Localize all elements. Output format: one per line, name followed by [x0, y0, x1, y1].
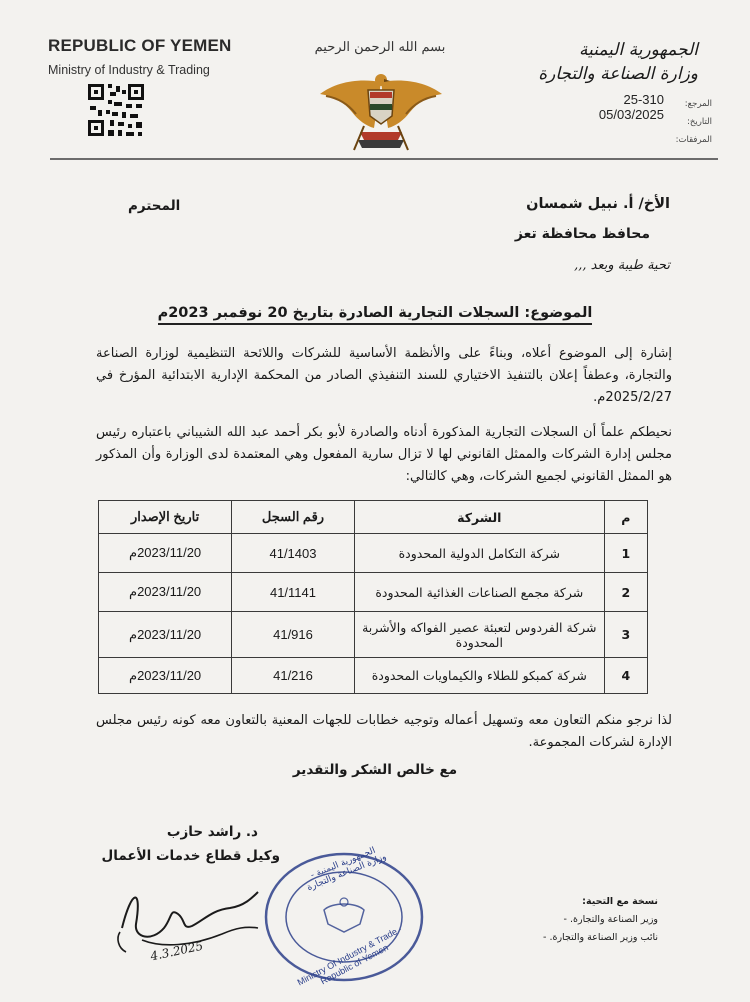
date-label: التاريخ: [687, 117, 712, 127]
body-paragraph-3: لذا نرجو منكم التعاون معه وتسهيل أعماله وتوجيه خطابات للجهات المعنية بالتعاون معه كونه رئيس مجلس الإدارة لشركات المجموعة. [96, 713, 672, 750]
attachments-label: المرفقات: [675, 135, 712, 145]
recipient-honorific: المحترم [128, 198, 181, 214]
stamp-text-ar: الجمهورية اليمنية - وزارة الصناعة والتجارة [305, 845, 388, 894]
signature-date: 4.3.2025 [149, 938, 205, 964]
table-row [99, 612, 648, 658]
cell-issue-date: 2023/11/20م [99, 612, 232, 658]
recipient-title: محافظ محافظة تعز [514, 226, 650, 242]
col-header-no: م [604, 501, 647, 534]
body-paragraph-2: نحيطكم علماً أن السجلات التجارية المذكورة أدناه والصادرة لأبو بكر أحمد عبد الله الشيباني باعتباره رئيس مجلس إدارة الشركات والممثل القانوني لها لا تزال سارية المفعول وهي المعتمدة لدى الوزارة وأن المذكور هو الممثل القانوني لجميع الشركات، وهي كالتالي: [96, 425, 672, 484]
cell-issue-date: 2023/11/20م [99, 534, 232, 573]
cc-item: نائب وزير الصناعة والتجارة. - [543, 932, 658, 943]
cell-no: 1 [604, 534, 647, 573]
ministry-name-ar: وزارة الصناعة والتجارة [538, 64, 698, 84]
qr-code-icon [86, 82, 146, 138]
cell-company: شركة كمبكو للطلاء والكيماويات المحدودة [354, 658, 604, 694]
cc-item-text: نائب وزير الصناعة والتجارة. [549, 932, 658, 943]
table-row [99, 658, 648, 694]
registrations-table [98, 500, 648, 694]
cc-heading: نسخة مع التحية: [582, 896, 658, 907]
table-row [99, 534, 648, 573]
subject-text: السجلات التجارية الصادرة بتاريخ 20 نوفمبر 2023م [157, 305, 520, 321]
cc-item-text: وزير الصناعة والتجارة. [570, 914, 658, 925]
signatory-title: وكيل قطاع خدمات الأعمال [101, 848, 280, 864]
reference-label: المرجع: [684, 99, 712, 109]
col-header-company: الشركة [354, 501, 604, 534]
cell-reg-no: 41/916 [232, 612, 355, 658]
cell-reg-no: 41/216 [232, 658, 355, 694]
country-name-en: REPUBLIC OF YEMEN [48, 36, 232, 55]
closing-line: مع خالص الشكر والتقدير [292, 762, 458, 778]
reference-number: 25-310 [623, 92, 664, 107]
cell-company: شركة مجمع الصناعات الغذائية المحدودة [354, 573, 604, 612]
cell-company: شركة الفردوس لتعبئة عصير الفواكه والأشربة المحدودة [354, 612, 604, 658]
cell-no: 3 [604, 612, 647, 658]
recipient-name: الأخ/ أ. نبيل شمسان [526, 196, 670, 212]
cell-no: 2 [604, 573, 647, 612]
country-name-ar: الجمهورية اليمنية [578, 40, 698, 60]
cell-issue-date: 2023/11/20م [99, 573, 232, 612]
subject-line [0, 305, 750, 321]
greeting: تحية طيبة وبعد ,,, [574, 258, 670, 273]
subject-label: الموضوع: [524, 305, 593, 321]
header-divider [50, 158, 718, 160]
table-row [99, 573, 648, 612]
eagle-emblem-icon [318, 68, 444, 154]
col-header-issue-date: تاريخ الإصدار [99, 501, 232, 534]
cc-item: وزير الصناعة والتجارة. - [563, 914, 658, 925]
col-header-reg-no: رقم السجل [232, 501, 355, 534]
letter-date: 05/03/2025 [598, 107, 664, 122]
basmala: بسم الله الرحمن الرحيم [314, 40, 446, 55]
signatory-name: د. راشد حازب [166, 824, 258, 840]
stamp-text-en: Ministry Of Industry & Trade · Republic of Yemen [295, 923, 404, 988]
cell-no: 4 [604, 658, 647, 694]
cell-reg-no: 41/1141 [232, 573, 355, 612]
cell-reg-no: 41/1403 [232, 534, 355, 573]
handwritten-signature [112, 868, 262, 980]
cell-company: شركة التكامل الدولية المحدودة [354, 534, 604, 573]
body-paragraph-1: إشارة إلى الموضوع أعلاه، وبناءً على والأنظمة الأساسية للشركات واللائحة التنظيمية لوزارة الصناعة والتجارة، وعطفاً إعلان بالتنفيذ الاختياري للسند التنفيذي الصادر من المحكمة الإدارية الابتدائية المؤرخ في 2025/2/27م. [96, 346, 672, 405]
cell-issue-date: 2023/11/20م [99, 658, 232, 694]
ministry-name-en: Ministry of Industry & Trading [48, 63, 210, 77]
table-header-row [99, 501, 648, 534]
